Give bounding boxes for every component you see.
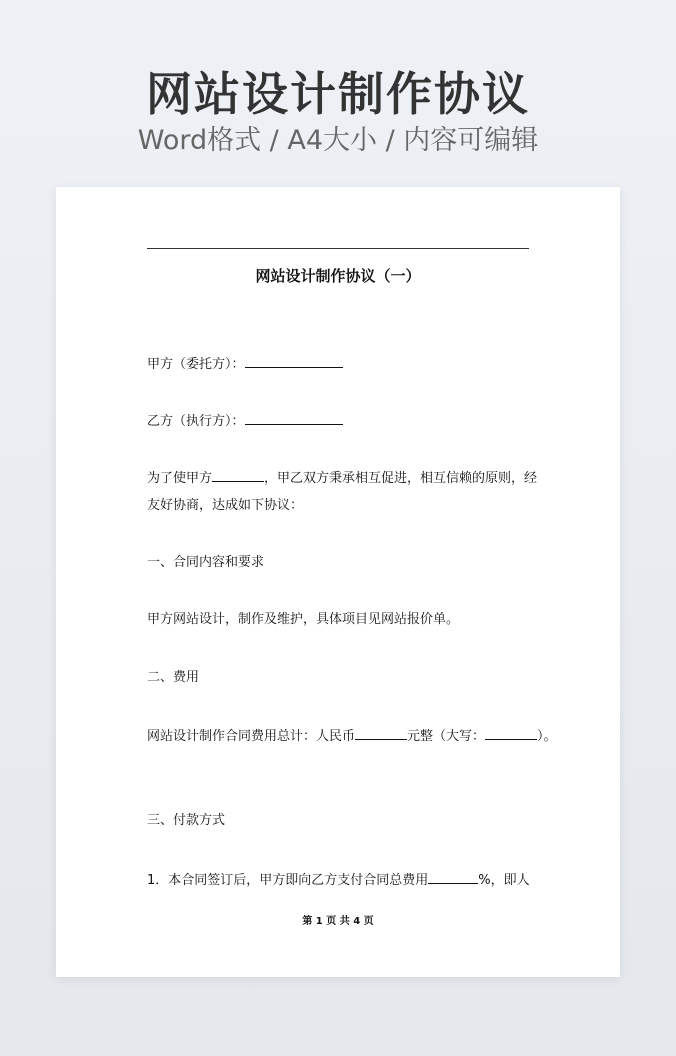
party-b-blank (245, 410, 343, 425)
party-a-line (147, 353, 537, 375)
banner (0, 66, 676, 158)
fee-text-b: 元整（大写： (407, 729, 486, 744)
banner-subtitle: Word格式 / A4大小 / 内容可编辑 (137, 125, 539, 156)
section-1-body: 甲方网站设计，制作及维护，具体项目见网站报价单。 (147, 612, 460, 627)
section-2-body (147, 725, 557, 747)
section-2-heading: 二、费用 (147, 670, 200, 685)
page-footer: 第 1 页 共 4 页 (302, 916, 374, 927)
payment-text-a: 1．本合同签订后，甲方即向乙方支付合同总费用 (147, 873, 429, 888)
fee-uppercase-blank (485, 725, 537, 740)
banner-title: 网站设计制作协议 (146, 67, 530, 121)
payment-text-b: %，即人 (478, 873, 530, 888)
intro-text-b: ，甲乙双方秉承相互促进，相互信赖的原则，经 (264, 471, 538, 486)
document-title: 网站设计制作协议（一） (255, 267, 421, 285)
fee-text-c: ）。 (537, 729, 557, 744)
intro-line-1 (147, 467, 537, 489)
party-a-label: 甲方（委托方）： (147, 357, 245, 372)
intro-line-2: 友好协商，达成如下协议： (147, 498, 304, 513)
fee-amount-blank (355, 725, 407, 740)
section-3-heading: 三、付款方式 (147, 813, 226, 828)
section-1-heading: 一、合同内容和要求 (147, 555, 265, 570)
document-page (56, 187, 620, 977)
party-a-blank (245, 353, 343, 368)
fee-text-a: 网站设计制作合同费用总计：人民币 (147, 729, 356, 744)
intro-text-a: 为了使甲方 (147, 471, 213, 486)
intro-blank (212, 467, 264, 482)
header-rule (147, 248, 529, 249)
section-3-item-1 (147, 869, 537, 891)
party-b-line (147, 410, 537, 432)
payment-percent-blank (428, 869, 478, 884)
party-b-label: 乙方（执行方）： (147, 414, 245, 429)
